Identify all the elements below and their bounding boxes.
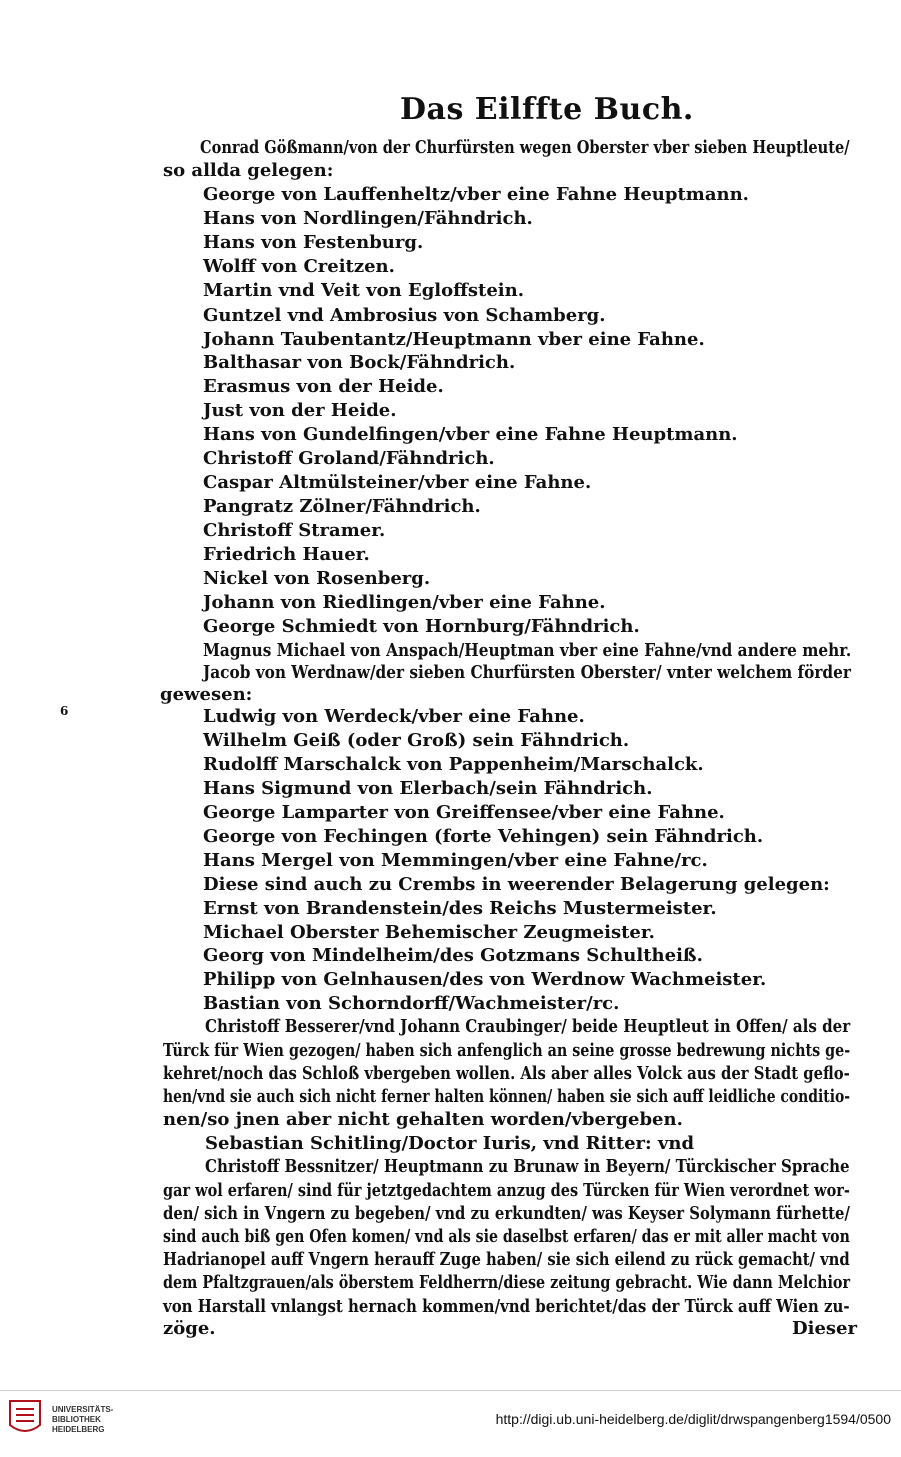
university-seal-icon xyxy=(8,1399,42,1439)
text-line: Guntzel vnd Ambrosius von Schamberg. xyxy=(203,305,606,326)
text-line: Caspar Altmülsteiner/vber eine Fahne. xyxy=(203,472,592,493)
text-line: George von Lauffenheltz/vber eine Fahne Heuptmann. xyxy=(203,184,749,205)
text-line: Hans Mergel von Memmingen/vber eine Fahne/rc. xyxy=(203,850,708,871)
text-line: Christoff Groland/Fähndrich. xyxy=(203,448,495,469)
page-url[interactable]: http://digi.ub.uni-heidelberg.de/diglit/drwspangenberg1594/0500 xyxy=(495,1411,891,1427)
text-line: Christoff Bessnitzer/ Heuptmann zu Brunaw in Beyern/ Türckischer Sprache xyxy=(205,1156,850,1177)
text-line: Just von der Heide. xyxy=(203,400,397,421)
text-line: Friedrich Hauer. xyxy=(203,544,370,565)
text-line: den/ sich in Vngern zu begeben/ vnd zu erkundten/ was Keyser Solymann fürhette/ xyxy=(163,1203,850,1224)
text-line: George von Fechingen (forte Vehingen) sein Fähndrich. xyxy=(203,826,764,847)
text-line: nen/so jnen aber nicht gehalten worden/vbergeben. xyxy=(163,1109,683,1130)
text-line: George Lamparter von Greiffensee/vber eine Fahne. xyxy=(203,802,725,823)
text-line: Hans von Gundelfingen/vber eine Fahne Heuptmann. xyxy=(203,424,738,445)
text-line: Rudolff Marschalck von Pappenheim/Marschalck. xyxy=(203,754,704,775)
text-line: Diese sind auch zu Crembs in weerender Belagerung gelegen: xyxy=(203,874,830,895)
text-line: hen/vnd sie auch sich nicht ferner halten können/ haben sie sich auff leidliche conditio- xyxy=(163,1086,851,1107)
text-line: Jacob von Werdnaw/der sieben Churfürsten Oberster/ vnter welchem förder xyxy=(203,662,851,683)
text-line: Bastian von Schorndorff/Wachmeister/rc. xyxy=(203,993,620,1014)
footer-bar xyxy=(0,1390,901,1457)
text-line: Georg von Mindelheim/des Gotzmans Schultheiß. xyxy=(203,945,703,966)
text-line: Sebastian Schitling/Doctor Iuris, vnd Ritter: vnd xyxy=(205,1133,695,1154)
text-line: gewesen: xyxy=(160,684,253,705)
margin-mark: 6 xyxy=(60,704,69,718)
text-line: dem Pfaltzgrauen/als öberstem Feldherrn/diese zeitung gebracht. Wie dann Melchior xyxy=(163,1272,851,1293)
text-line: kehret/noch das Schloß vbergeben wollen. Als aber alles Volck aus der Stadt geflo- xyxy=(163,1063,850,1084)
text-line: Magnus Michael von Anspach/Heuptman vber eine Fahne/vnd andere mehr. xyxy=(203,640,852,661)
text-line: Hans Sigmund von Elerbach/sein Fähndrich. xyxy=(203,778,653,799)
text-line: Christoff Besserer/vnd Johann Craubinger/ beide Heuptleut in Offen/ als der xyxy=(205,1016,851,1037)
text-line: Johann Taubentantz/Heuptmann vber eine Fahne. xyxy=(203,329,705,350)
text-line: Ludwig von Werdeck/vber eine Fahne. xyxy=(203,706,585,727)
text-line: Hadrianopel auff Vngern herauff Zuge haben/ sie sich eilend zu rück gemacht/ vnd xyxy=(163,1249,850,1270)
text-line: so allda gelegen: xyxy=(163,160,334,181)
text-line: Martin vnd Veit von Egloffstein. xyxy=(203,280,524,301)
text-line: Johann von Riedlingen/vber eine Fahne. xyxy=(203,592,606,613)
text-line: Dieser xyxy=(792,1318,857,1339)
text-line: Ernst von Brandenstein/des Reichs Mustermeister. xyxy=(203,898,717,919)
text-line: Philipp von Gelnhausen/des von Werdnow Wachmeister. xyxy=(203,969,767,990)
text-line: sind auch biß gen Ofen komen/ vnd als sie daselbst erfaren/ das er mit aller macht von xyxy=(163,1226,850,1247)
text-line: zöge. xyxy=(163,1318,216,1339)
text-line: Christoff Stramer. xyxy=(203,520,386,541)
text-line: Nickel von Rosenberg. xyxy=(203,568,431,589)
text-line: Hans von Festenburg. xyxy=(203,232,424,253)
text-line: George Schmiedt von Hornburg/Fähndrich. xyxy=(203,616,640,637)
page-title: Das Eilffte Buch. xyxy=(400,92,694,127)
institution-name: UNIVERSITÄTS- BIBLIOTHEK HEIDELBERG xyxy=(52,1405,114,1434)
text-line: Wolff von Creitzen. xyxy=(203,256,395,277)
text-line: von Harstall vnlangst hernach kommen/vnd berichtet/das der Türck auff Wien zu- xyxy=(163,1296,850,1317)
text-line: gar wol erfaren/ sind für jetztgedachtem anzug des Türcken für Wien verordnet wor- xyxy=(163,1180,850,1201)
text-line: Conrad Gößmann/von der Churfürsten wegen Oberster vber sieben Heuptleute/ xyxy=(200,137,850,158)
text-line: Erasmus von der Heide. xyxy=(203,376,444,397)
text-line: Balthasar von Bock/Fähndrich. xyxy=(203,352,516,373)
text-line: Pangratz Zölner/Fähndrich. xyxy=(203,496,481,517)
text-line: Michael Oberster Behemischer Zeugmeister. xyxy=(203,922,655,943)
text-line: Hans von Nordlingen/Fähndrich. xyxy=(203,208,533,229)
text-line: Türck für Wien gezogen/ haben sich anfenglich an seine grosse bedrewung nichts ge- xyxy=(163,1040,851,1061)
text-line: Wilhelm Geiß (oder Groß) sein Fähndrich. xyxy=(203,730,630,751)
